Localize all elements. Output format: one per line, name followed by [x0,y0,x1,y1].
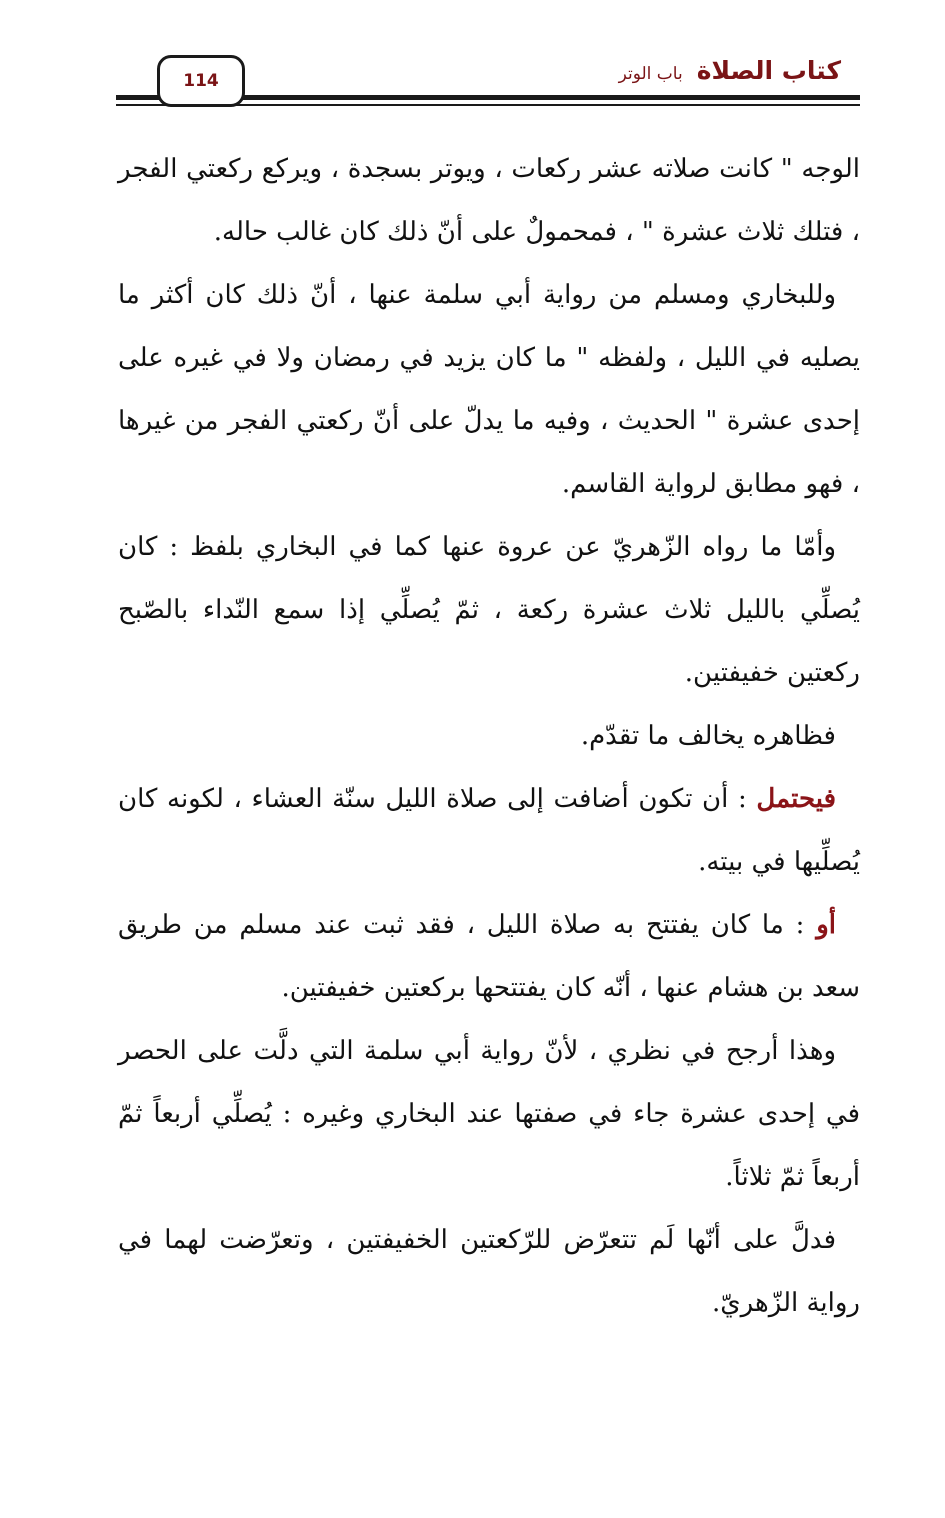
paragraph-3: وأمّا ما رواه الزّهريّ عن عروة عنها كما في البخاري بلفظ : كان يُصلِّي بالليل ثلاث عشرة ركعة ، ثمّ يُصلِّي إذا سمع النّداء بالصّبح ركعتين خفيفتين. [118,532,860,688]
page-number: 114 [157,55,245,107]
paragraph-2: وللبخاري ومسلم من رواية أبي سلمة عنها ، أنّ ذلك كان أكثر ما يصليه في الليل ، ولفظه " ما كان يزيد في رمضان ولا في غيره على إحدى عشرة " الحديث ، وفيه ما يدلّ على أنّ ركعتي الفجر من غيرها ، فهو مطابق لرواية القاسم. [118,280,860,499]
paragraph-7: وهذا أرجح في نظري ، لأنّ رواية أبي سلمة التي دلَّت على الحصر في إحدى عشرة جاء في صفتها عند البخاري وغيره : يُصلِّي أربعاً ثمّ أربعاً ثمّ ثلاثاً. [118,1036,860,1192]
chapter-title: باب الوتر [618,64,683,84]
paragraph-4: فظاهره يخالف ما تقدّم. [580,721,836,751]
paragraph-1: الوجه " كانت صلاته عشر ركعات ، ويوتر بسجدة ، ويركع ركعتي الفجر ، فتلك ثلاث عشرة " ، فمحمولٌ على أنّ ذلك كان غالب حاله. [118,154,860,247]
paragraph-5-lead: فيحتمل [756,784,836,814]
paragraph-8: فدلَّ على أنّها لَم تتعرّض للرّكعتين الخفيفتين ، وتعرّضت لهما في رواية الزّهريّ. [118,1225,860,1318]
book-title: كتاب الصلاة [696,56,841,85]
page-body [118,138,860,1335]
paragraph-6-text: : ما كان يفتتح به صلاة الليل ، فقد ثبت عند مسلم من طريق سعد بن هشام عنها ، أنّه كان يفتتحها بركعتين خفيفتين. [118,910,860,1003]
paragraph-5-text: : أن تكون أضافت إلى صلاة الليل سنّة العشاء ، لكونه كان يُصلِّيها في بيته. [118,784,860,877]
paragraph-5 [118,768,860,894]
paragraph-6 [118,894,860,1020]
paragraph-6-lead: أو [816,910,836,940]
running-head [619,56,841,85]
page-header [0,0,945,120]
